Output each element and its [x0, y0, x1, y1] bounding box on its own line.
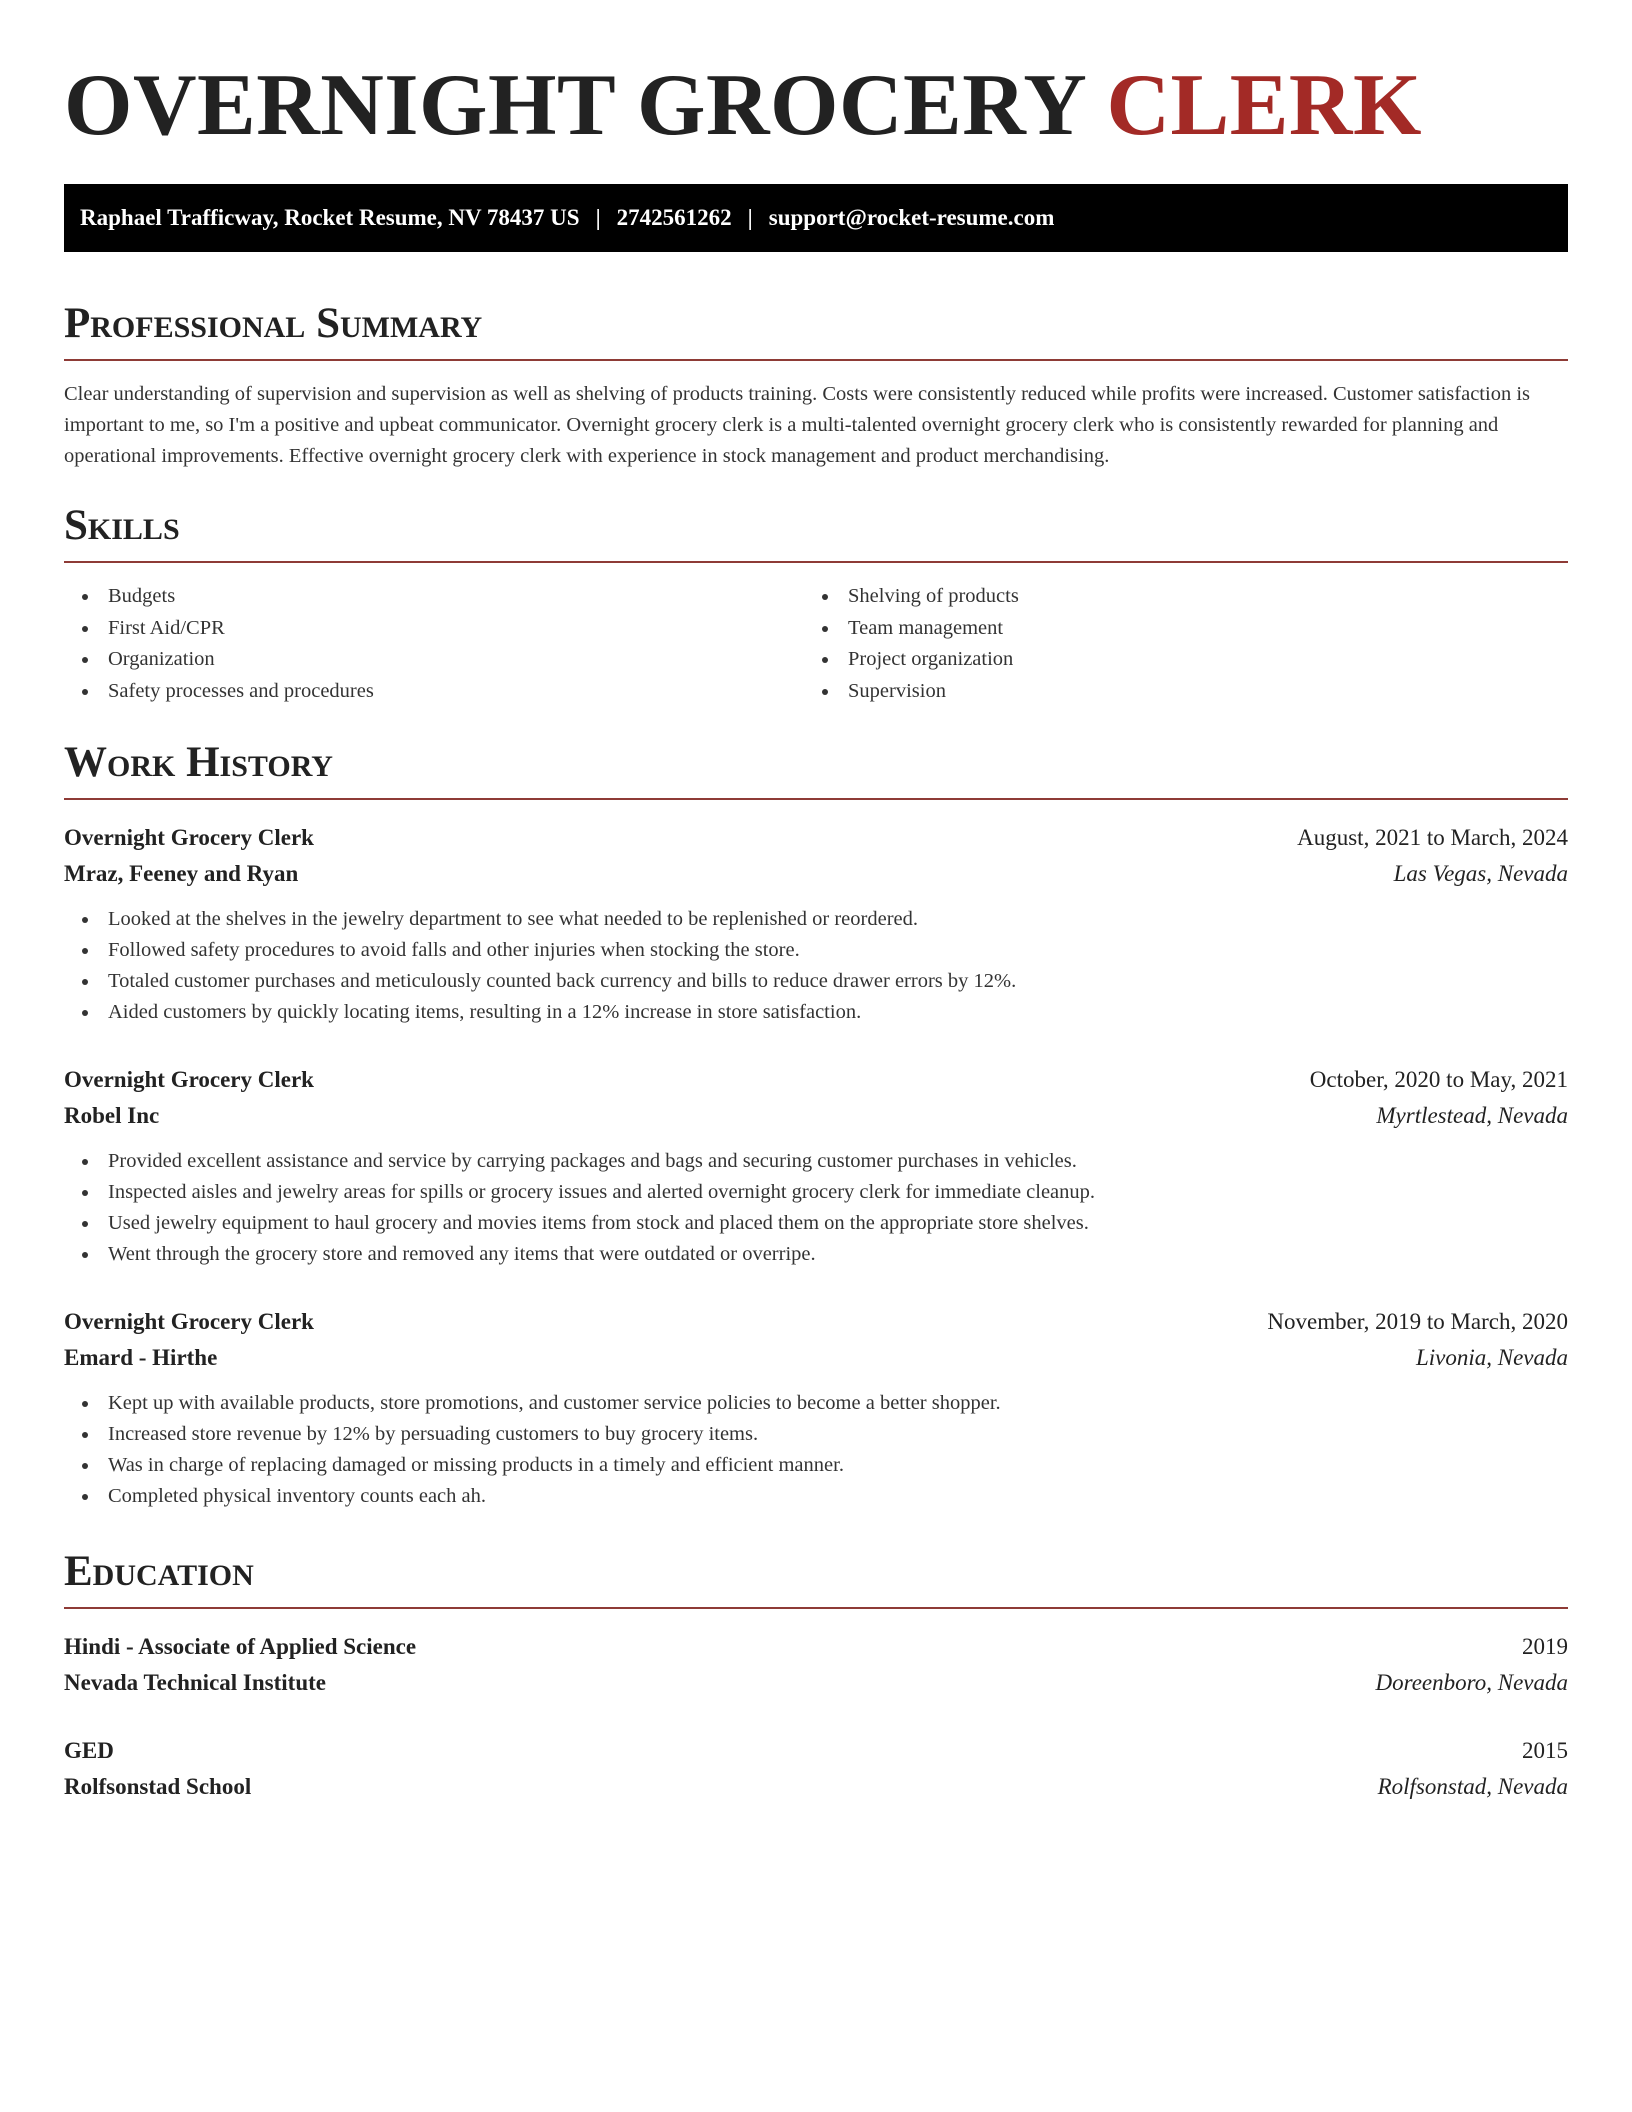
education-school: Rolfsonstad School	[64, 1774, 252, 1799]
list-item: Completed physical inventory counts each ah.	[64, 1481, 1568, 1512]
job-company: Robel Inc	[64, 1103, 160, 1128]
section-title-summary: Professional Summary	[64, 300, 483, 347]
skills-section	[64, 504, 1568, 707]
job-bullets	[64, 1388, 1568, 1512]
education-location: Doreenboro, Nevada	[1375, 1670, 1568, 1695]
education-school-row	[64, 1665, 1568, 1701]
name-last: CLERK	[1106, 57, 1422, 154]
job-location: Las Vegas, Nevada	[1393, 861, 1568, 886]
job-company: Mraz, Feeney and Ryan	[64, 861, 299, 886]
education-location: Rolfsonstad, Nevada	[1377, 1774, 1568, 1799]
education-school: Nevada Technical Institute	[64, 1670, 326, 1695]
list-item: Kept up with available products, store promotions, and customer service policies to become a better shopper.	[64, 1388, 1568, 1419]
list-item: Totaled customer purchases and meticulously counted back currency and bills to reduce drawer errors by 12%.	[64, 966, 1568, 997]
skill-item: Project organization	[804, 644, 1544, 676]
list-item: Used jewelry equipment to haul grocery and movies items from stock and placed them on the appropriate store shelves.	[64, 1208, 1568, 1239]
job-header-row	[64, 820, 1568, 856]
contact-address: Raphael Trafficway, Rocket Resume, NV 78437 US	[80, 205, 580, 230]
name-first: OVERNIGHT GROCERY	[64, 57, 1084, 154]
section-divider	[64, 798, 1568, 800]
job-company: Emard - Hirthe	[64, 1345, 218, 1370]
contact-separator: |	[595, 205, 601, 230]
job-title: Overnight Grocery Clerk	[64, 825, 314, 850]
education-degree: GED	[64, 1738, 114, 1763]
education-degree-row	[64, 1733, 1568, 1769]
education-entry	[64, 1733, 1568, 1805]
education-year: 2015	[1522, 1738, 1568, 1763]
job-dates: October, 2020 to May, 2021	[1309, 1067, 1568, 1092]
skills-grid	[64, 581, 1568, 707]
job-title: Overnight Grocery Clerk	[64, 1309, 314, 1334]
job-dates: November, 2019 to March, 2020	[1267, 1309, 1568, 1334]
list-item: Increased store revenue by 12% by persuading customers to buy grocery items.	[64, 1419, 1568, 1450]
job-company-row	[64, 856, 1568, 892]
skill-item: Shelving of products	[804, 581, 1544, 613]
section-title-skills: Skills	[64, 502, 180, 549]
summary-section	[64, 302, 1568, 472]
skills-column-left	[64, 581, 804, 707]
work-section	[64, 741, 1568, 1512]
skill-item: Safety processes and procedures	[64, 676, 804, 708]
skill-item: Organization	[64, 644, 804, 676]
section-title-education: Education	[64, 1548, 254, 1595]
skills-column-right	[804, 581, 1544, 707]
education-degree: Hindi - Associate of Applied Science	[64, 1634, 417, 1659]
list-item: Aided customers by quickly locating items, resulting in a 12% increase in store satisfaction.	[64, 997, 1568, 1028]
job-title: Overnight Grocery Clerk	[64, 1067, 314, 1092]
job-header-row	[64, 1304, 1568, 1340]
skill-item: Supervision	[804, 676, 1544, 708]
job-bullets	[64, 1146, 1568, 1270]
list-item: Inspected aisles and jewelry areas for spills or grocery issues and alerted overnight grocery clerk for immediate cleanup.	[64, 1177, 1568, 1208]
skill-item: First Aid/CPR	[64, 613, 804, 645]
job-location: Livonia, Nevada	[1415, 1345, 1568, 1370]
job-bullets	[64, 904, 1568, 1028]
contact-phone: 2742561262	[616, 205, 732, 230]
education-year: 2019	[1522, 1634, 1568, 1659]
job-entry	[64, 820, 1568, 1028]
section-divider	[64, 359, 1568, 361]
summary-text: Clear understanding of supervision and supervision as well as shelving of products training. Costs were consistently reduced while profits were increased. Customer satisfaction is important to me, so I'm a positive and upbeat communicator. Overnight grocery clerk is a multi-talented overnight grocery clerk who is consistently rewarded for planning and operational improvements. Effective overnight grocery clerk with experience in stock management and product merchandising.	[64, 383, 1530, 467]
list-item: Was in charge of replacing damaged or missing products in a timely and efficient manner.	[64, 1450, 1568, 1481]
job-entry	[64, 1062, 1568, 1270]
section-divider	[64, 561, 1568, 563]
job-header-row	[64, 1062, 1568, 1098]
skill-item: Budgets	[64, 581, 804, 613]
contact-bar	[64, 184, 1568, 252]
section-title-work: Work History	[64, 739, 333, 786]
job-location: Myrtlestead, Nevada	[1376, 1103, 1568, 1128]
job-company-row	[64, 1098, 1568, 1134]
contact-email: support@rocket-resume.com	[768, 205, 1055, 230]
education-section	[64, 1550, 1568, 1805]
contact-separator: |	[747, 205, 753, 230]
education-school-row	[64, 1769, 1568, 1805]
list-item: Followed safety procedures to avoid falls and other injuries when stocking the store.	[64, 935, 1568, 966]
resume-name	[64, 56, 1568, 154]
job-company-row	[64, 1340, 1568, 1376]
list-item: Provided excellent assistance and service by carrying packages and bags and securing customer purchases in vehicles.	[64, 1146, 1568, 1177]
job-entry	[64, 1304, 1568, 1512]
list-item: Looked at the shelves in the jewelry department to see what needed to be replenished or reordered.	[64, 904, 1568, 935]
list-item: Went through the grocery store and removed any items that were outdated or overripe.	[64, 1239, 1568, 1270]
job-dates: August, 2021 to March, 2024	[1297, 825, 1568, 850]
education-degree-row	[64, 1629, 1568, 1665]
section-divider	[64, 1607, 1568, 1609]
skill-item: Team management	[804, 613, 1544, 645]
education-entry	[64, 1629, 1568, 1701]
